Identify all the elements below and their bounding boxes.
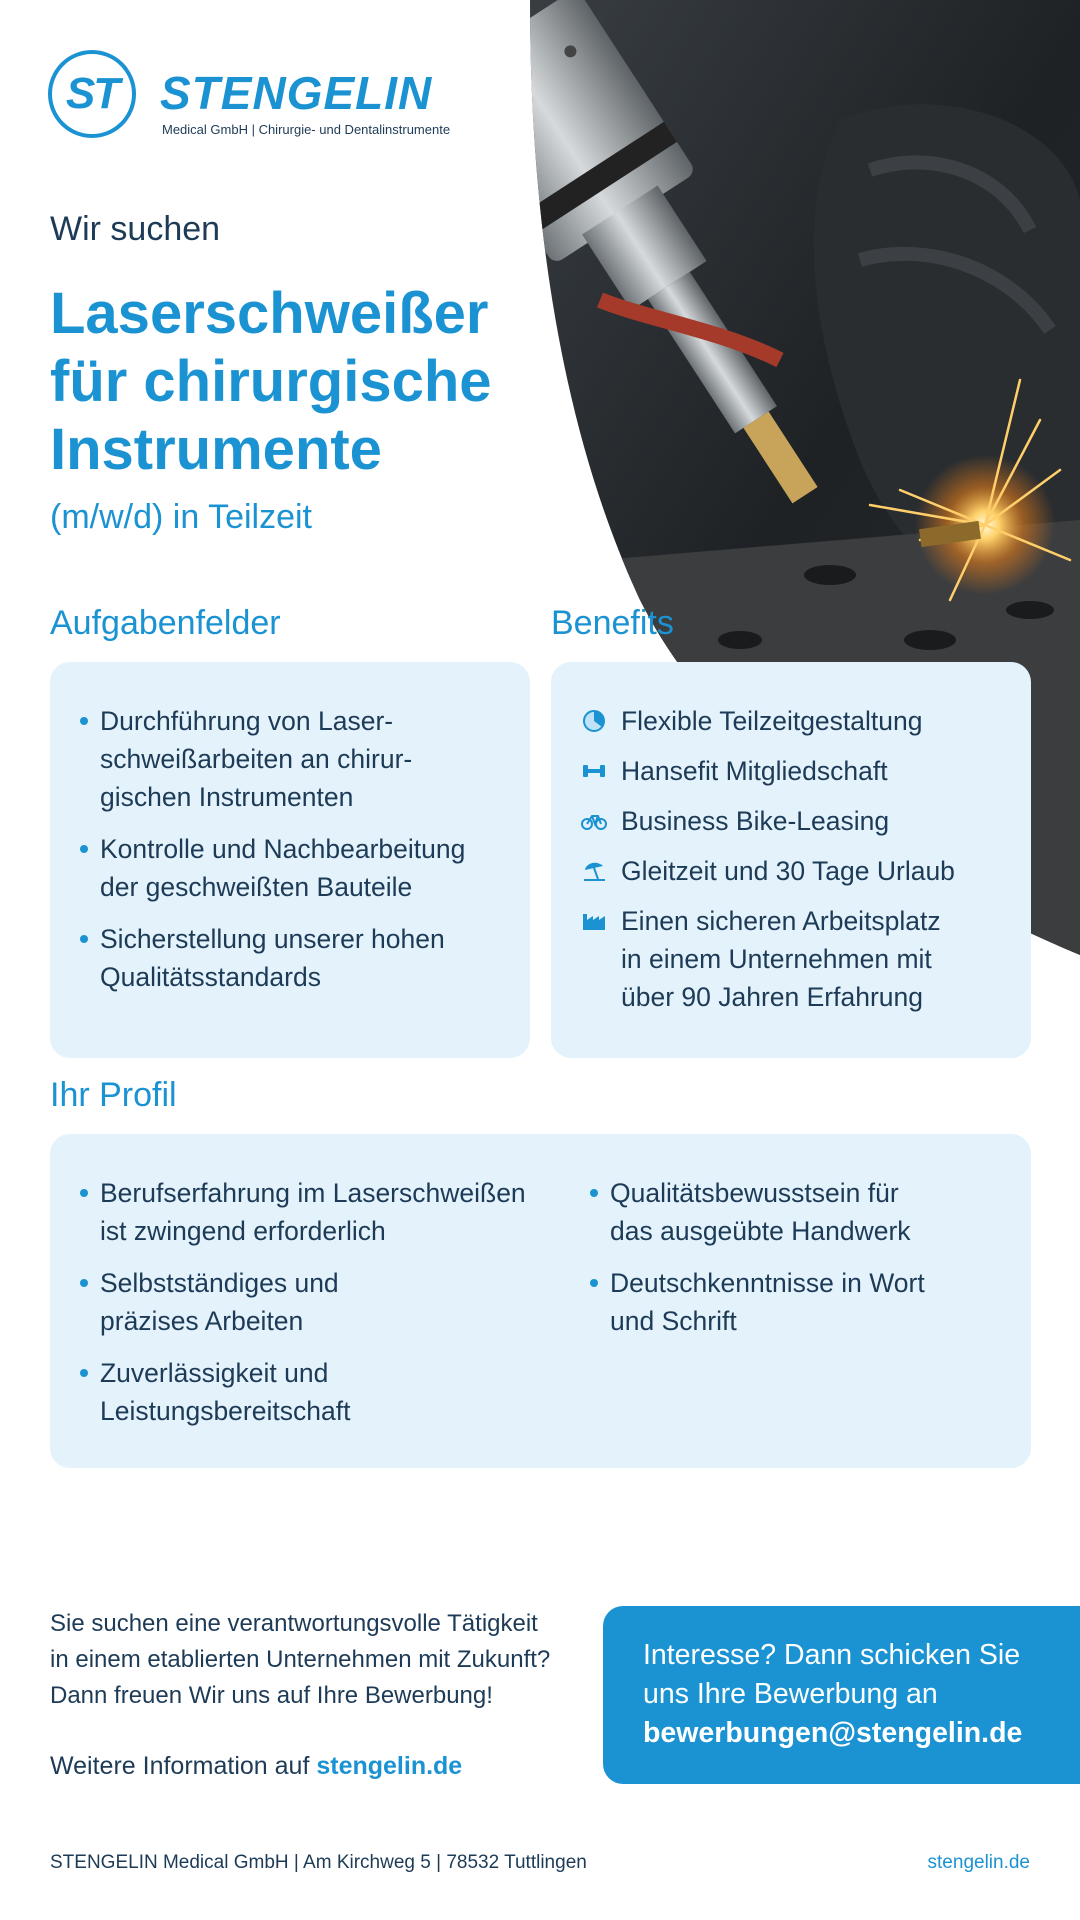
intro-text: Wir suchen	[50, 210, 221, 248]
company-address: STENGELIN Medical GmbH | Am Kirchweg 5 | 78532 Tuttlingen	[50, 1852, 587, 1873]
profile-card	[50, 1134, 1031, 1468]
tasks-heading: Aufgabenfelder	[50, 604, 281, 642]
tasks-card	[50, 662, 530, 1058]
website-link[interactable]: stengelin.de	[316, 1752, 463, 1780]
profile-item: Zuverlässigkeit und Leistungsbereitschaft	[50, 1354, 550, 1430]
profile-item: Qualitätsbewusstsein für das ausgeübte Handwerk	[560, 1174, 1020, 1250]
profile-item: Berufserfahrung im Laserschweißen ist zwingend erforderlich	[50, 1174, 550, 1250]
logo-mark: ST	[48, 50, 136, 138]
task-item: Kontrolle und Nachbearbeitung der geschweißten Bauteile	[50, 830, 530, 906]
task-item: Sicherstellung unserer hohen Qualitätsstandards	[50, 920, 530, 996]
benefits-card	[551, 662, 1031, 1058]
cta-line: Interesse? Dann schicken Sie	[643, 1639, 1021, 1671]
benefit-item: Business Bike-Leasing	[551, 802, 1031, 840]
profile-heading: Ihr Profil	[50, 1076, 177, 1114]
profile-item: Deutschkenntnisse in Wort und Schrift	[560, 1264, 1020, 1340]
stengelin-logo	[48, 48, 468, 144]
application-email-link[interactable]: bewerbungen@stengelin.de	[643, 1717, 1023, 1749]
benefit-item: Einen sicheren Arbeitsplatz in einem Unternehmen mit über 90 Jahren Erfahrung	[551, 902, 1031, 1016]
job-title	[50, 280, 570, 484]
factory-icon	[581, 910, 607, 932]
logo-name: STENGELIN	[160, 67, 433, 119]
job-title-line: Laserschweißer	[50, 281, 489, 346]
profile-item: Selbstständiges und präzises Arbeiten	[50, 1264, 550, 1340]
job-title-line: für chirurgische	[50, 349, 492, 414]
task-item: Durchführung von Laser- schweißarbeiten an chirur- gischen Instrumenten	[50, 702, 530, 816]
closing-text: Sie suchen eine verantwortungsvolle Tätigkeit in einem etablierten Unternehmen mit Zukunft? Dann freuen Wir uns auf Ihre Bewerbung!	[50, 1610, 551, 1709]
pie-clock-icon	[581, 710, 607, 732]
bicycle-icon	[581, 810, 607, 832]
benefits-heading: Benefits	[551, 604, 674, 642]
cta-line: uns Ihre Bewerbung an	[643, 1678, 938, 1710]
logo-subtitle: Medical GmbH | Chirurgie- und Dentalinstrumente	[162, 122, 451, 137]
beach-umbrella-icon	[581, 860, 607, 882]
more-info: Weitere Information auf stengelin.de	[50, 1752, 463, 1780]
benefit-item: Flexible Teilzeitgestaltung	[551, 702, 1031, 740]
dumbbell-icon	[581, 760, 607, 782]
application-cta	[603, 1606, 1080, 1784]
benefit-item: Hansefit Mitgliedschaft	[551, 752, 1031, 790]
footer-website-link[interactable]: stengelin.de	[927, 1852, 1030, 1873]
benefit-item: Gleitzeit und 30 Tage Urlaub	[551, 852, 1031, 890]
job-subtitle: (m/w/d) in Teilzeit	[50, 498, 312, 536]
job-title-line: Instrumente	[50, 417, 382, 482]
